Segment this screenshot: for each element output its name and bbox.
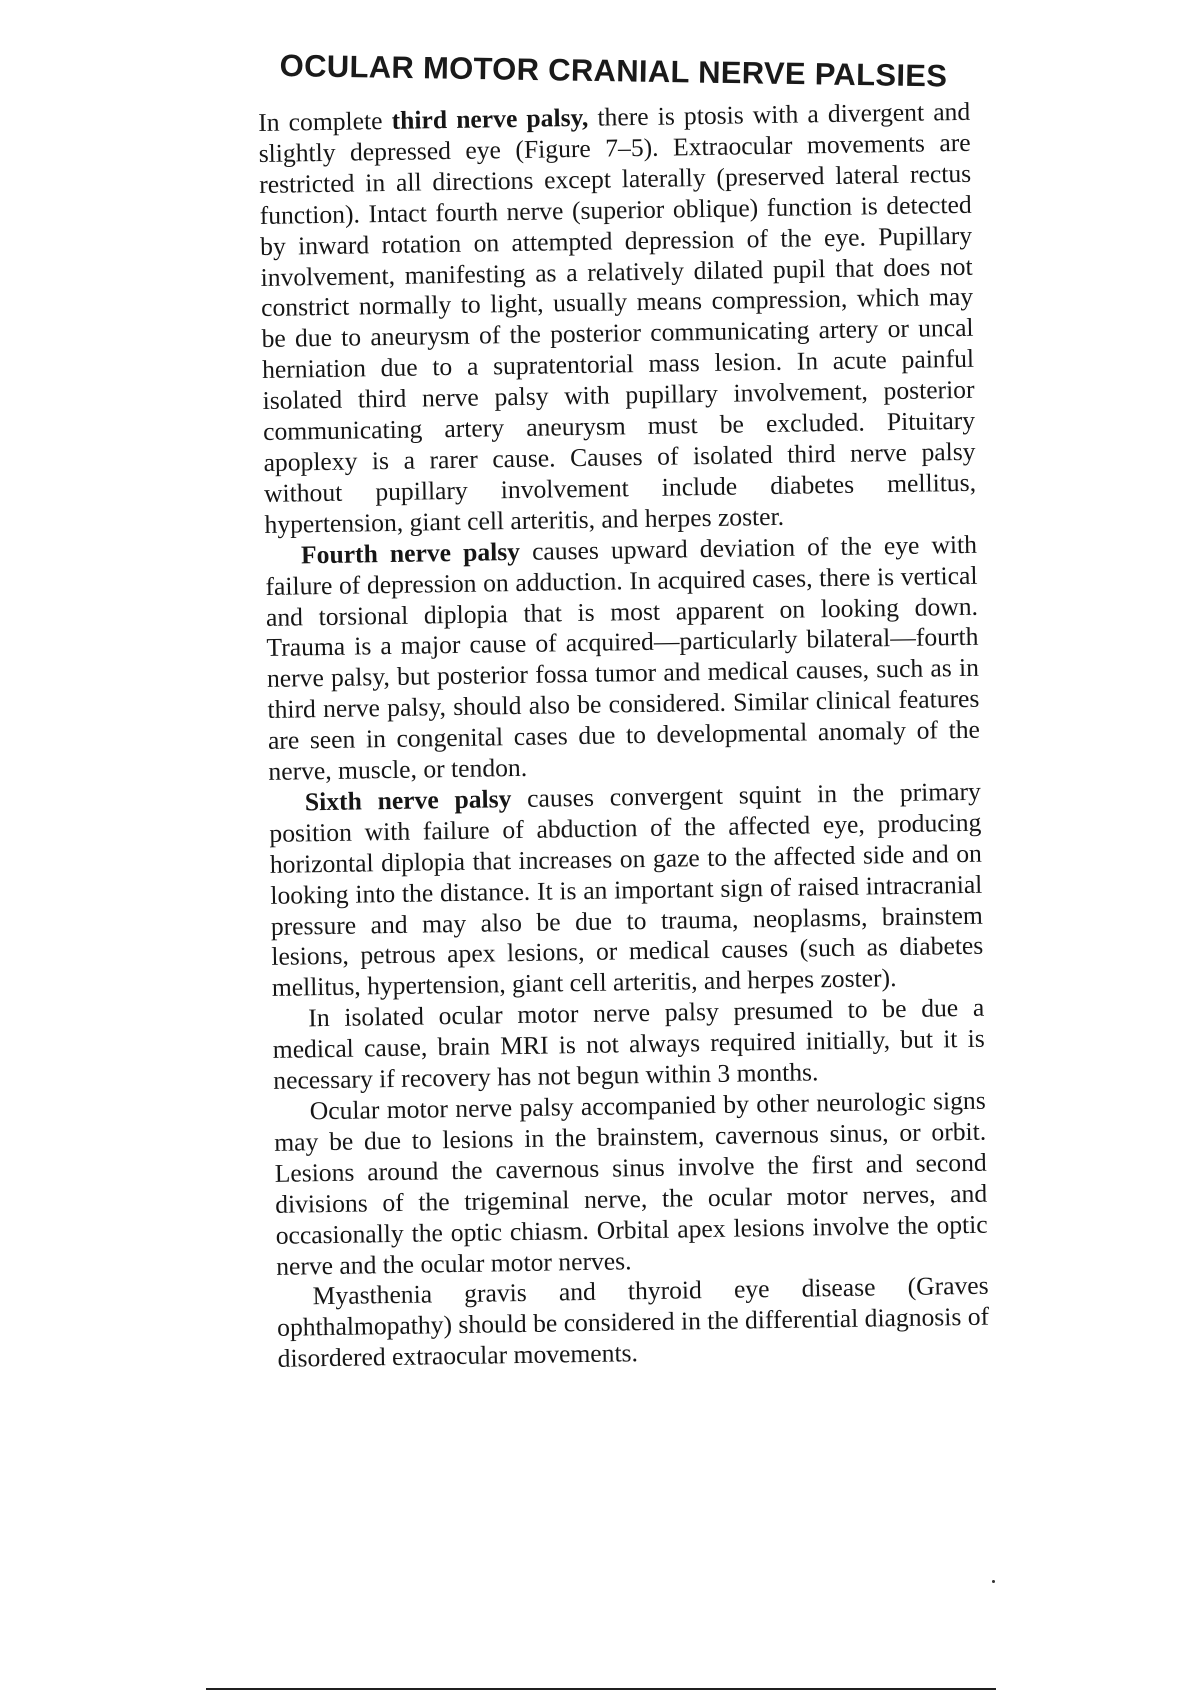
paragraph-body-text: causes upward deviation of the eye with failure of depression on adduction. In acquired cases, there is vertical and torsional diplopia that is most apparent on looking down. Trauma is a major cause of acquired—particularly bilateral—fourth nerve palsy, but posterior fossa tumor and medical causes, such as in third nerve palsy, should also be considered. Similar clinical features are seen in congenital cases due to developmental anomaly of the nerve, muscle, or tendon. xyxy=(265,529,981,786)
paragraph-isolated-palsy-mri: In isolated ocular motor nerve palsy presumed to be due a medical cause, brain MRI is not always required initially, but it is necessary if recovery has not begun within 3 months. xyxy=(272,992,985,1095)
scan-speck xyxy=(992,1580,995,1583)
paragraph-sixth-nerve-palsy xyxy=(269,777,984,1005)
paragraph-body-text: there is ptosis with a divergent and slightly depressed eye (Figure 7–5). Extraocular movements are restricted in all directions except laterally (preserved lateral rectus function). Intact fourth nerve (superior oblique) function is detected by inward rotation on attempted depression of the eye. Pupillary involvement, manifesting as a relatively dilated pupil that does not constrict normally to light, usually means compression, which may be due to aneurysm of the posterior communicating artery or uncal herniation due to a supratentorial mass lesion. In acute painful isolated third nerve palsy with pupillary involvement, posterior communicating artery aneurysm must be excluded. Pituitary apoplexy is a rarer cause. Causes of isolated third nerve palsy without pupillary involvement include diabetes mellitus, hypertension, giant cell arteritis, and herpes zoster. xyxy=(258,96,977,539)
paragraph-lead-text: In complete xyxy=(258,105,392,137)
term-third-nerve-palsy: third nerve palsy, xyxy=(391,102,589,135)
body-text xyxy=(258,97,990,1375)
section-heading: OCULAR MOTOR CRANIAL NERVE PALSIES xyxy=(279,48,948,94)
term-fourth-nerve-palsy: Fourth nerve palsy xyxy=(300,536,521,570)
term-sixth-nerve-palsy: Sixth nerve palsy xyxy=(304,784,512,817)
paragraph-neurologic-signs: Ocular motor nerve palsy accompanied by other neurologic signs may be due to lesions in the brainstem, cavernous sinus, or orbit. Lesions around the cavernous sinus involve the first and second divisions of the trigeminal nerve, the ocular motor nerves, and occasionally the optic chiasm. Orbital apex lesions involve the optic nerve and the ocular motor nerves. xyxy=(274,1085,988,1281)
paragraph-body-text: causes convergent squint in the primary position with failure of abduction of the affected eye, producing horizontal diplopia that increases on gaze to the affected side and on looking into the distance. It is an important sign of raised intracranial pressure and may also be due to trauma, neoplasms, brainstem lesions, petrous apex lesions, or medical causes (such as diabetes mellitus, hypertension, giant cell arteritis, and herpes zoster). xyxy=(269,776,984,1003)
bottom-rule xyxy=(206,1688,996,1690)
paragraph-differential-diagnosis: Myasthenia gravis and thyroid eye disease (Graves ophthalmopathy) should be considered in the differential diagnosis of disordered extraocular movements. xyxy=(276,1271,990,1374)
paragraph-fourth-nerve-palsy xyxy=(265,529,981,787)
paragraph-third-nerve-palsy xyxy=(258,97,977,541)
